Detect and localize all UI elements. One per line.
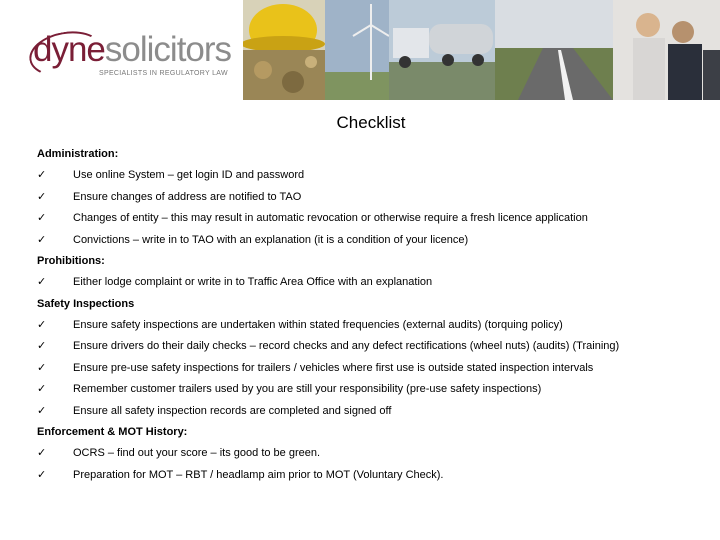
- checklist-item: [37, 443, 707, 465]
- checklist-item-text: Ensure pre-use safety inspections for trailers / vehicles where first use is outside stated inspection intervals: [73, 361, 594, 374]
- checkmark-icon: ✓: [37, 233, 47, 246]
- truck-photo: [389, 0, 495, 100]
- checkmark-icon: ✓: [37, 383, 47, 395]
- section-heading-enforcement-mot: Enforcement & MOT History:: [37, 426, 188, 438]
- checklist-item: [37, 358, 707, 380]
- checkmark-icon: ✓: [37, 212, 47, 224]
- checkmark-icon: ✓: [37, 190, 47, 203]
- road-photo: [495, 0, 613, 100]
- checklist-item-text: Ensure safety inspections are undertaken within stated frequencies (external audits) (torquing policy): [73, 318, 563, 331]
- hard-hat-photo: [243, 0, 325, 100]
- checklist-item: [37, 165, 707, 187]
- checklist-item: [37, 465, 707, 487]
- section-heading-administration: Administration:: [37, 148, 119, 160]
- logo-brand-first: dyne: [33, 30, 105, 69]
- checklist-item: [37, 336, 707, 358]
- checklist-item-text: Convictions – write in to TAO with an explanation (it is a condition of your licence): [73, 233, 469, 246]
- checkmark-icon: ✓: [37, 340, 47, 352]
- logo-tagline: SPECIALISTS IN REGULATORY LAW: [99, 70, 228, 77]
- checklist-item-text: OCRS – find out your score – its good to be green.: [73, 447, 321, 459]
- checklist-item-text: Ensure drivers do their daily checks – record checks and any defect rectifications (wheel nuts) (audits) (Training): [73, 340, 620, 352]
- checklist-item: [37, 401, 707, 423]
- checklist-item: [37, 379, 707, 401]
- checklist-item-text: Ensure changes of address are notified to TAO: [73, 190, 302, 203]
- section-heading-safety-inspections: Safety Inspections: [37, 297, 135, 310]
- checkmark-icon: ✓: [37, 318, 47, 331]
- header-photo-banner: [243, 0, 720, 100]
- checkmark-icon: ✓: [37, 404, 47, 417]
- section-heading-prohibitions: Prohibitions:: [37, 255, 105, 267]
- dyne-solicitors-logo: [33, 30, 232, 82]
- page-title: Checklist: [336, 113, 406, 132]
- checklist: [37, 144, 707, 486]
- checklist-item-text: Ensure all safety inspection records are completed and signed off: [73, 404, 392, 417]
- checkmark-icon: ✓: [37, 169, 47, 181]
- checkmark-icon: ✓: [37, 468, 47, 481]
- checklist-item-text: Changes of entity – this may result in automatic revocation or otherwise require a fresh licence application: [73, 212, 588, 224]
- checklist-item-text: Either lodge complaint or write in to Traffic Area Office with an explanation: [73, 276, 433, 288]
- logo-wordmark: [33, 30, 231, 70]
- checklist-item: [37, 208, 707, 230]
- checkmark-icon: ✓: [37, 361, 47, 374]
- people-photo: [613, 0, 720, 100]
- checklist-item-text: Remember customer trailers used by you are still your responsibility (pre-use safety inspections): [73, 383, 542, 395]
- checklist-item-text: Preparation for MOT – RBT / headlamp aim prior to MOT (Voluntary Check).: [73, 468, 444, 481]
- checklist-item: [37, 230, 707, 252]
- checklist-item: [37, 272, 707, 294]
- checkmark-icon: ✓: [37, 447, 47, 459]
- checklist-item-text: Use online System – get login ID and password: [73, 169, 305, 181]
- checklist-item: [37, 187, 707, 209]
- checklist-item: [37, 315, 707, 337]
- logo-brand-second: solicitors: [104, 30, 232, 69]
- checkmark-icon: ✓: [37, 276, 47, 288]
